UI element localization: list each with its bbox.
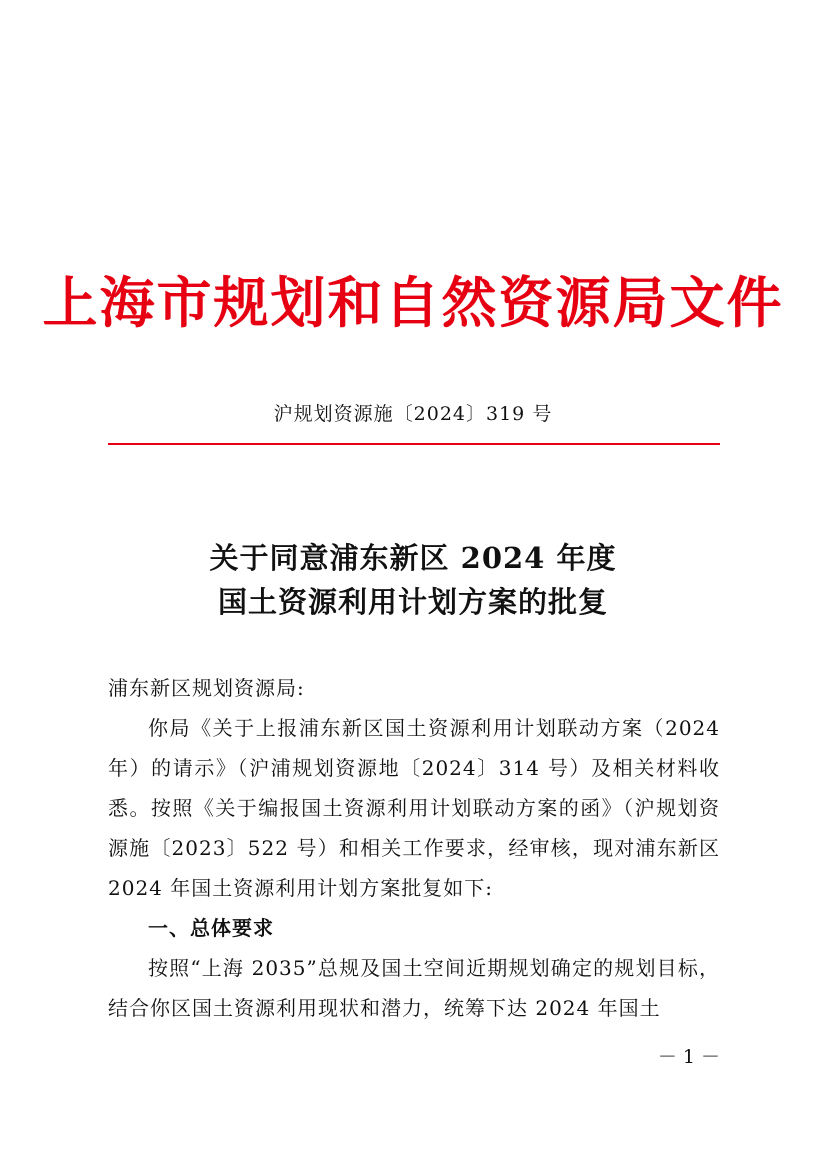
title-line-2: 国土资源利用计划方案的批复 bbox=[217, 585, 608, 619]
body-paragraph-2: 按照“上海 2035”总规及国土空间近期规划确定的规划目标，结合你区国土资源利用现状和潜力，统筹下达 2024 年国土 bbox=[108, 956, 720, 1020]
agency-masthead: 上海市规划和自然资源局文件 bbox=[42, 270, 784, 335]
document-title bbox=[0, 536, 826, 624]
page-number: － 1 － bbox=[657, 1046, 720, 1068]
body-paragraph-1: 你局《关于上报浦东新区国土资源利用计划联动方案（2024 年）的请示》（沪浦规划资源地〔2024〕314 号）及相关材料收悉。按照《关于编报国土资源利用计划联动方案的函》（沪规划资源施〔2023〕522 号）和相关工作要求，经审核，现对浦东新区 2024 年国土资源利用计划方案批复如下: bbox=[108, 716, 720, 900]
document-body bbox=[108, 668, 720, 1028]
section-heading-1: 一、总体要求 bbox=[148, 916, 274, 940]
title-line-1: 关于同意浦东新区 2024 年度 bbox=[209, 541, 617, 575]
salutation: 浦东新区规划资源局: bbox=[108, 676, 305, 700]
document-number: 沪规划资源施〔2024〕319 号 bbox=[273, 403, 553, 425]
red-divider-line bbox=[108, 443, 720, 445]
